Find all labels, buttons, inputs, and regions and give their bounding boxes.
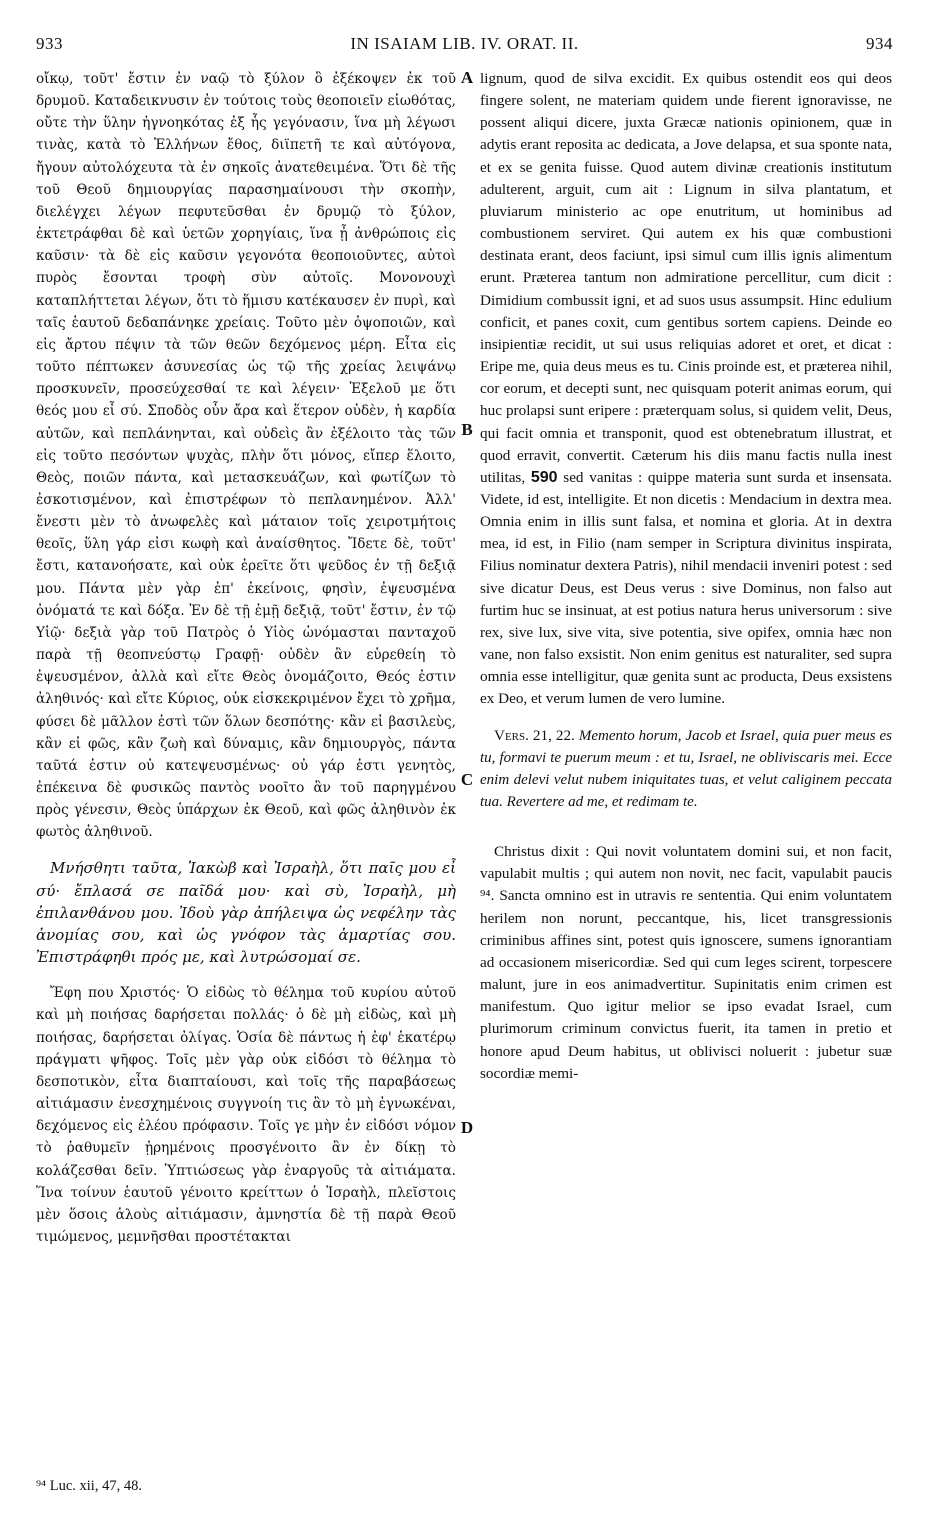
paragraph-gap [480, 813, 892, 827]
page-number-left: 933 [36, 34, 63, 53]
margin-letter-b: B [461, 420, 473, 439]
paragraph-gap [480, 827, 892, 841]
paragraph-gap [480, 711, 892, 725]
latin-verse-quote: Memento horum, Jacob et Israel, quia puer meus es tu, formavi te puerum meum : et tu, Israel, ne obliviscaris mei. Ecce enim delevi velut nubem iniquitates tuas, et velut caliginem peccata tua. Revertere ad me, et redimam te. [480, 727, 892, 810]
running-title: IN ISAIAM LIB. IV. ORAT. II. [350, 34, 579, 53]
latin-verse-paragraph [480, 725, 892, 814]
footnote: ⁹⁴ Luc. xii, 47, 48. [36, 1478, 142, 1494]
latin-column [480, 68, 892, 1470]
greek-paragraph-3: Ἔφη που Χριστός· Ὁ εἰδὼς τὸ θέλημα τοῦ κυρίου αὐτοῦ καὶ μὴ ποιήσας δαρήσεται πολλάς· ὁ δὲ μὴ εἰδὼς, καὶ μὴ ποιήσας, δαρήσεται ὀλίγας. Ὁσία δὲ πάντως ἡ ἐφ' ἑκατέρῳ πράγματι ψῆφος. Τοῖς μὲν γὰρ οὐκ εἰδόσι τὸ θέλημα τὸ δεσποτικὸν, εἶτα διαπταίουσι, καὶ τοῖς τῆς παραβάσεως αἰτιάμασιν ἐνεσχημένοις συγγνοίη τις ἂν τὸ μὴ ἐγνωκέναι, δεχόμενος εἰς ἐλέου πρόφασιν. Τοῖς γε μὴν ἐν εἰδόσι νόμον τὸ ῥαθυμεῖν ᾑρημένοις προσγένοιτο ἂν ἐν δίκῃ τὸ κολάζεσθαι δεῖν. Ὑπτιώσεως γὰρ ἐναργοῦς τὰ αἰτιάματα. Ἵνα τοίνυν ἑαυτοῦ γένοιτο κρείττων ὁ Ἰσραὴλ, πλεῖστοις μὲν ὅσοις ἁλοὺς αἰτιάμασιν, ἀμνηστία δὲ τῇ παρὰ Θεοῦ τιμώμενος, μεμνῆσθαι προστέτακται [36, 985, 456, 1245]
running-header [36, 34, 893, 58]
margin-letter-a: A [460, 68, 474, 87]
paragraph-gap [36, 968, 456, 982]
margin-letter-d: D [460, 1118, 474, 1137]
greek-column [36, 68, 456, 1470]
verse-label: Vers. 21, 22. [494, 726, 575, 744]
latin-paragraph-1 [480, 68, 892, 711]
greek-paragraph-1: οἴκῳ, τοῦτ' ἔστιν ἐν ναῷ τὸ ξύλον ὃ ἐξέκοψεν ἐκ τοῦ δρυμοῦ. Καταδεικνυσιν ἐν τούτοις τοὺς θεοποιεῖν εἰωθότας, οὔτε τὴν ὕλην ἠγνοηκότας ἐξ ἧς γεγόνασιν, ἵνα μὴ λέγωσι τινὰς, κατὰ τὸ Ἑλλήνων ἔθος, διϊπετῆ τε καὶ αὐτόγονα, ἤγουν αὐτολόχευτα τὰ ἐν σηκοῖς ἀνατεθειμένα. Ὅτι δὲ τῆς τοῦ Θεοῦ δημιουργίας παρασημαίνουσι τὴν σκοπὴν, διελέγχει λέγων πεφυτεῦσθαι ἐν δρυμῷ τὸ ξύλον, ἐκτετράφθαι δὲ καὶ ὑετῶν χορηγίαις, ἵνα ᾖ ἀνθρώποις εἰς καῦσιν· τὰ δὲ εἰς καῦσιν γεγονότα θεοποιοῦντες, αὐτοὶ πυρὸς ἔσονται τροφὴ σὺν αὐτοῖς. Μονονουχὶ καταπλήττεται λέγων, ὅτι τὸ ἥμισυ κατέκαυσεν ἐν πυρὶ, καὶ ταῖς ἑαυτοῦ δεδαπάνηκε χρείαις. Τοῦτο μὲν ὀψοποιῶν, καὶ εἰς ἄρτου πέψιν τὰ τῶν θεῶν δεχόμενος μέρη. Εἶτα εἰς τοῦτο πέπτωκεν ἀσυνεσίας ὡς τῷ τῆς χρείας λειψάνῳ προσκυνεῖν, προσεύχεσθαί τε καὶ λέγειν· Ἐξελοῦ με ὅτι θεός μου εἶ σύ. Σποδὸς οὖν ἄρα καὶ ἕτερον οὐδὲν, ἡ καρδία αὐτῶν, καὶ πεπλάνηνται, καὶ οὐδεὶς ἂν ἐξέλοιτο τὰς τῶν εἰς τοῦτο πεσόντων ψυχὰς, πλὴν ὅτι μόνος, εἴπερ ἕλοιτο, Θεὸς, ποιῶν πάντα, καὶ μετασκευάζων, καὶ φωτίζων τὸ ἐσκοτισμένον, καὶ ἐπιστρέφων τὸ πεπλανημένον. Ἀλλ' ἔνεστι μὲν τὸ ἀνωφελὲς καὶ μάταιον τοῖς χειροτμήτοις θεοῖς, ὕλη γάρ εἰσι κωφὴ καὶ ἀναίσθητος. Ἴδετε δὲ, τοῦτ' ἔστι, κατανοήσατε, καὶ οὐκ ἐρεῖτε ὅτι ψεῦδος ἐν τῇ δεξιᾷ μου. Πάντα μὲν γὰρ ἐπ' ἐκείνοις, φησὶν, ἐψευσμένα ὀνόματά τε καὶ δόξα. Ἐν δὲ τῇ ἐμῇ δεξιᾷ, τοῦτ' ἔστιν, ἐν τῷ Υἱῷ· δεξιὰ γὰρ τοῦ Πατρὸς ὁ Υἱὸς ὠνόμασται πανταχοῦ παρὰ τῇ θεοπνεύστῳ Γραφῇ· οὐδὲν ἂν εὑρεθείη τὸ ἐψευσμένον, ἀλλὰ καὶ εἴτε Θεὸς ὀνομάζοιτο, Θεός ἐστιν ἀληθινός· καὶ εἴτε Κύριος, οὐκ εἰσκεκριμένον ἔχει τὸ χρῆμα, φύσει δὲ μᾶλλον ἐστὶ τῶν ὅλων δεσπότης· κἂν εἰ βασιλεὺς, κἂν εἰ φῶς, κἂν ζωὴ καὶ δύναμις, κἂν δημιουργὸς, πάντα ταῦτά ἐστιν οὐ κατεψευσμένως· οὐ γάρ ἐστι γενητὸς, ἐπέκεινα δὲ φυσικῶς παντὸς νοοῖτο ἂν τοῦ παρηγμένου πρὸς γένεσιν, Θεὸς ὑπάρχων ἐκ Θεοῦ, καὶ φῶς ἀληθινὸν ἐκ φωτὸς ἀληθινοῦ. [36, 71, 456, 841]
column-number-marker: 590 [530, 468, 558, 486]
latin-paragraph-1-b: sed vanitas : quippe materia sunt surda et insensata. Videte, id est, intelligite. Et non dicetis : Mendacium in dextra mea. Omnia enim in illis sunt falsa, et nomina et gloria. At in dextra mea, id est, in Filio (nam semper in Scriptura divinitus inspirata, Filius nominatur dextera Patris), nihil mendacii inveniri potest : sed sive dicatur Deus, est Deus verus : sive Dominus, non falso aut furtim huc se insinuat, at est potius natura herus universorum : sive rex, sive lux, sive vita, sive potentia, sive opifex, omnia hæc non vane, non falso exsistit. Non enim genitus est naturaliter, sed supra omnia esse intelligitur, quæ genita sunt ac producta, Deus exsistens ex Deo, et verum lumen de vero lumine. [480, 468, 892, 708]
page-number-right: 934 [866, 34, 893, 53]
greek-verse-quote: Μνήσθητι ταῦτα, Ἰακὼβ καὶ Ἰσραὴλ, ὅτι παῖς μου εἶ σύ· ἔπλασά σε παῖδά μου· καὶ σὺ, Ἰσραὴλ, μὴ ἐπιλανθάνου μου. Ἰδοὺ γὰρ ἀπήλειψα ὡς νεφέλην τὰς ἀνομίας σου, καὶ ὡς γνόφον τὰς ἁμαρτίας σου. Ἐπιστράφηθι πρός με, καὶ λυτρώσομαί σε. [36, 859, 456, 967]
paragraph-gap [36, 843, 456, 857]
margin-letter-c: C [460, 770, 474, 789]
latin-paragraph-3: Christus dixit : Qui novit voluntatem domini sui, et non facit, vapulabit multis ; qui autem non novit, nec facit, vapulabit paucis ⁹⁴. Sancta omnino est in utravis re sententia. Qui enim voluntatem herilem non norunt, peccantque, his, licet transgressionis criminibus affines sint, potest quis ignoscere, sumens ignorantiam ad occasionem misericordiæ. Sed qui cum leges scirent, torpescere malunt, jure in eos animadvertitur. Supinitatis enim crimen est manifestum. Quo igitur melior se ipso evadat Israel, cum plurimorum criminum convictus fuerit, ita tamen in pretio et honore apud Deum habitus, ut oblivisci noluerit : jubetur suæ socordiæ memi- [480, 843, 892, 1082]
latin-paragraph-1-a: lignum, quod de silva excidit. Ex quibus ostendit eos qui deos fingere solent, ne materiam quidem unde fierent ignoravisse, ne possent aliqui dicere, juxta Græcæ nationis opinionem, quæ in adytis erant reposita ac dedicata, a Jove delapsa, et sua sponte nata, et ex se genita fuisse. Quod autem divinæ creationis institutum adulterent, arguit, cum ait : Lignum in silva plantatum, et pluviarum ministerio ac ope enutritum, ut hominibus ad combustionem serviret. Qui autem ex his quæ combustioni destinata erant, deos faciunt, ipsi simul cum illis ignis alimentum erunt. Præterea tantum non admiratione percellitur, cum dicit : Dimidium combussit igni, et ad suos usus assumpsit. Hinc edulium conficit, et panes coxit, cum gentibus sortem capiens. Deinde eo insipientiæ recidit, ut sui usus reliquias adoret et oret, et dicat : Eripe me, quia deus meus es tu. Cinis proinde est, et præterea nihil, cor eorum, et decepti sunt, nec quisquam poterit animas eorum, qui huc prolapsi sunt eripere : præterquam solus, si quidem velit, Deus, qui facit omnia et transponit, quod est obtenebratum illustrat, et quod erravit, convertit. Cæterum his diis manu factis nulla inest utilitas, [480, 70, 892, 486]
